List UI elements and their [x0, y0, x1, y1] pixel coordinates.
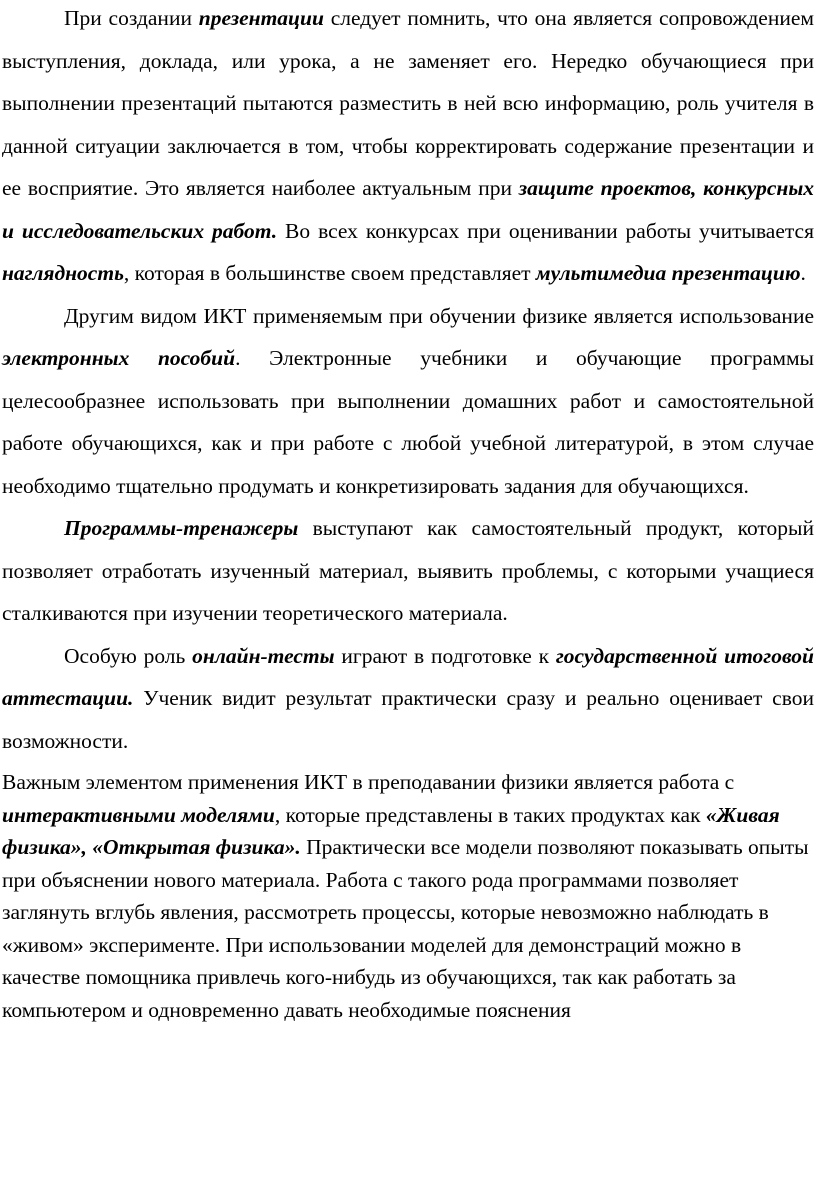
text-segment: Особую роль — [64, 643, 193, 668]
paragraph-online-tests — [2, 635, 814, 763]
paragraph-electronic-manuals — [2, 295, 814, 508]
text-segment: Другим видом ИКТ применяемым при обучении физике является использование — [64, 303, 814, 328]
paragraph-presentations — [2, 0, 814, 295]
text-segment: . — [800, 261, 806, 285]
emphasis-project-defense: защите проектов, конкурсных и исследовательских работ. — [2, 176, 814, 243]
emphasis-product-names: «Живая физика», «Открытая физика». — [2, 802, 780, 859]
paragraph-trainer-programs — [2, 507, 814, 635]
text-segment: . Электронные учебники и обучающие программы целесообразнее использовать при выполнении домашних работ и самостоятельной работе обучающихся, как и при работе с любой учебной литературой, в этом случае необходимо тщательно продумать и конкретизировать задания для обучающихся. — [2, 346, 814, 498]
emphasis-trainer-programs: Программы-тренажеры — [64, 516, 299, 540]
document-page — [2, 0, 814, 1026]
text-segment: выступают как самостоятельный продукт, который позволяет отработать изученный материал, выявить проблемы, с которыми учащиеся сталкиваются при изучении теоретического материала. — [2, 516, 814, 625]
text-segment: , которая в большинстве своем представляет — [123, 261, 536, 285]
emphasis-presentations: презентации — [198, 6, 324, 30]
text-segment: При создании — [64, 6, 199, 30]
emphasis-state-attestation: государственной итоговой аттестации. — [2, 643, 815, 710]
text-segment: следует помнить, что она является сопровождением выступления, доклада, или урока, а не заменяет его. Нередко обучающиеся при выполнении презентаций пытаются разместить в ней всю информацию, роль учителя в данной ситуации заключается в том, чтобы корректировать содержание презентации и ее восприятие. Это является наиболее актуальным при — [2, 6, 814, 200]
emphasis-visibility: наглядность — [2, 261, 124, 285]
emphasis-multimedia-presentation: мультимедиа презентацию — [535, 261, 801, 285]
emphasis-online-tests: онлайн-тесты — [192, 643, 335, 668]
text-segment: , которые представлены в таких продуктах как — [274, 802, 706, 827]
text-segment: Важным элементом применения ИКТ в преподавании физики является работа с — [2, 770, 735, 794]
paragraph-interactive-models — [2, 762, 814, 1026]
text-segment: Во всех конкурсах при оценивании работы учитывается — [277, 218, 814, 243]
emphasis-electronic-manuals: электронных пособий — [2, 346, 236, 370]
text-segment: играют в подготовке к — [334, 643, 556, 668]
text-segment: Практически все модели позволяют показывать опыты при объяснении нового материала. Работа с такого рода программами позволяет заглянуть вглубь явления, рассмотреть процессы, которые невозможно наблюдать в «живом» эксперименте. При использовании моделей для демонстраций можно в качестве помощника привлечь кого-нибудь из обучающихся, так как работать за компьютером и одновременно давать необходимые пояснения — [2, 835, 809, 1022]
emphasis-interactive-models: интерактивными моделями — [2, 802, 275, 827]
text-segment: Ученик видит результат практически сразу и реально оценивает свои возможности. — [2, 686, 814, 753]
